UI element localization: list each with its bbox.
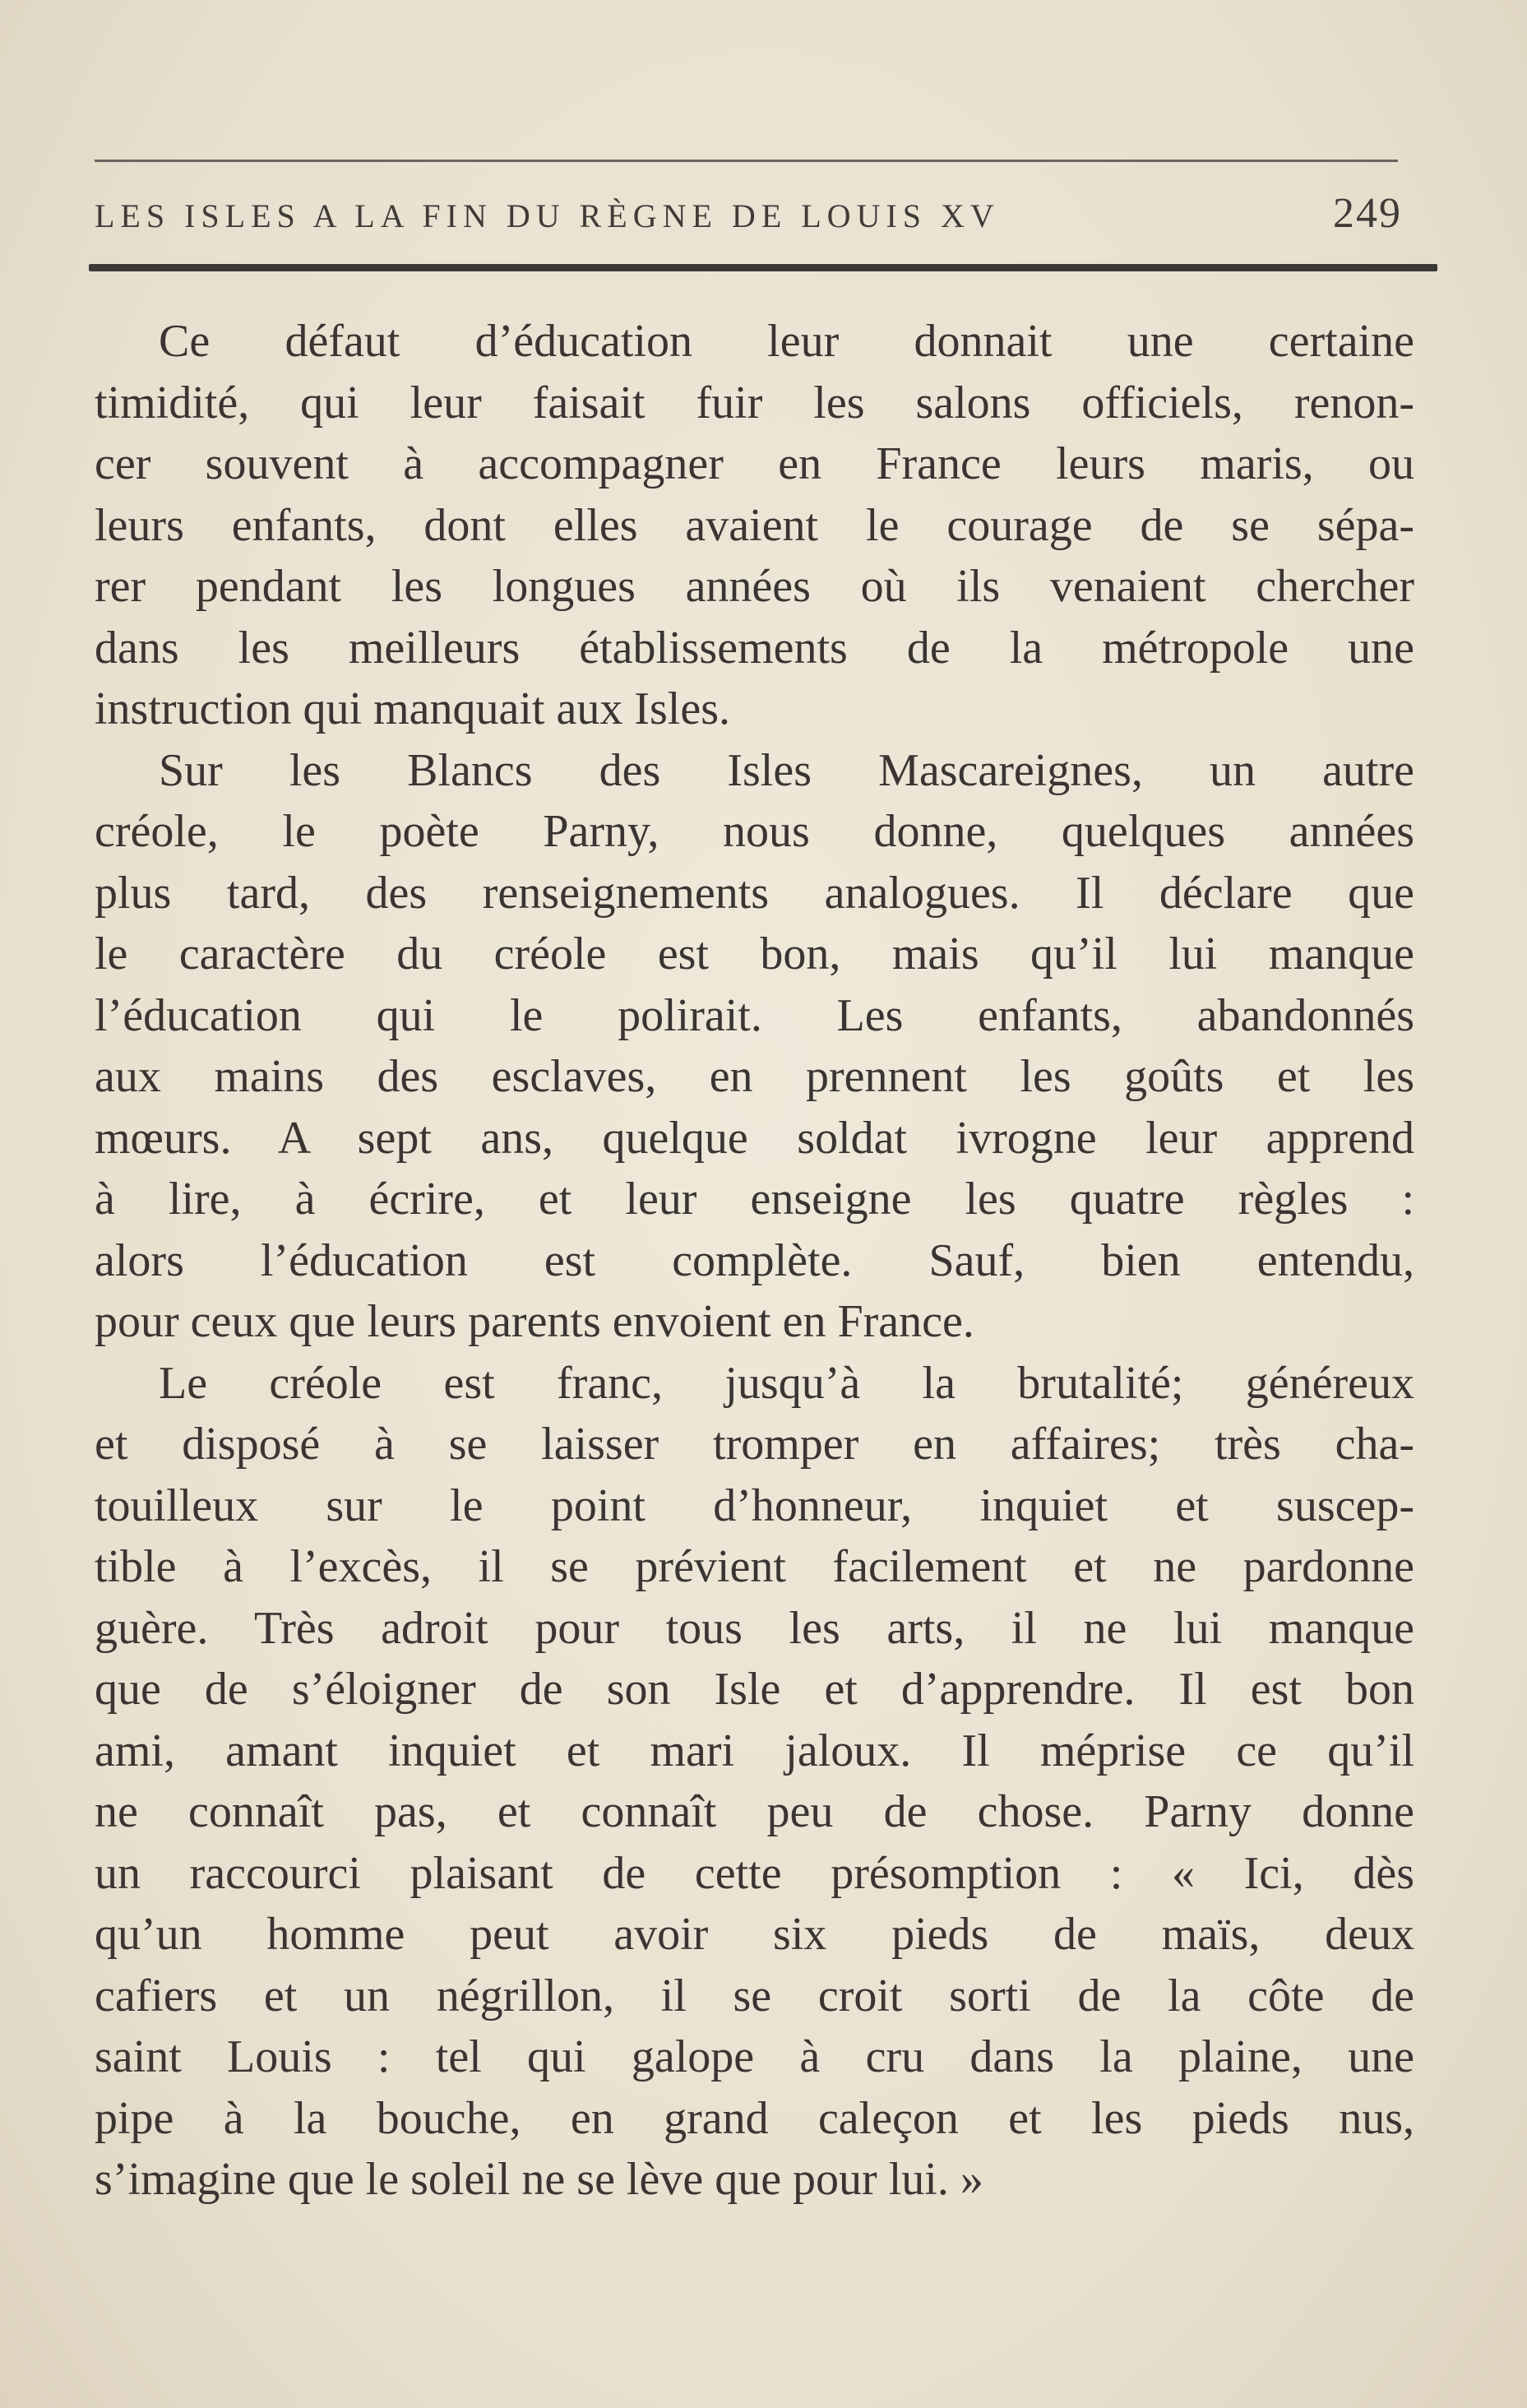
paragraph-1-line-2: timidité, qui leur faisait fuir les salons officiels, renon- <box>95 377 1414 428</box>
paragraph-3-line-13: pipe à la bouche, en grand caleçon et les pieds nus, <box>95 2092 1414 2144</box>
paragraph-3-line-2: et disposé à se laisser tromper en affaires; très cha- <box>95 1419 1414 1470</box>
paragraph-2-line-7: mœurs. A sept ans, quelque soldat ivrogne leur apprend <box>95 1112 1414 1164</box>
paragraph-2-line-6: aux mains des esclaves, en prennent les goûts et les <box>95 1051 1414 1102</box>
paragraph-3-line-7: ami, amant inquiet et mari jaloux. Il méprise ce qu’il <box>95 1725 1414 1776</box>
paragraph-3-line-9: un raccourci plaisant de cette présomption : « Ici, dès <box>95 1847 1414 1899</box>
paragraph-3-line-1: Le créole est franc, jusqu’à la brutalité; généreux <box>159 1357 1414 1409</box>
paragraph-3-line-12: saint Louis : tel qui galope à cru dans la plaine, une <box>95 2031 1414 2082</box>
paragraph-1-line-3: cer souvent à accompagner en France leurs maris, ou <box>95 438 1414 489</box>
header-thin-rule <box>95 160 1398 162</box>
paragraph-2-line-2: créole, le poète Parny, nous donne, quelques années <box>95 806 1414 857</box>
paragraph-2-line-4: le caractère du créole est bon, mais qu’il lui manque <box>95 928 1414 979</box>
paragraph-2-line-1: Sur les Blancs des Isles Mascareignes, un autre <box>159 744 1414 796</box>
paragraph-3-line-3: touilleux sur le point d’honneur, inquiet et suscep- <box>95 1480 1414 1531</box>
page-number: 249 <box>1333 190 1402 237</box>
running-head <box>95 189 1402 247</box>
paragraph-2-line-5: l’éducation qui le polirait. Les enfants, abandonnés <box>95 989 1414 1041</box>
running-title: LES ISLES A LA FIN DU RÈGNE DE LOUIS XV <box>95 197 1000 234</box>
paragraph-1-line-7: instruction qui manquait aux Isles. <box>95 683 730 734</box>
body-text <box>95 311 1414 2211</box>
paragraph-1-line-1: Ce défaut d’éducation leur donnait une certaine <box>159 316 1414 367</box>
paragraph-3-line-8: ne connaît pas, et connaît peu de chose. Parny donne <box>95 1786 1414 1837</box>
paragraph-1-line-4: leurs enfants, dont elles avaient le courage de se sépa- <box>95 499 1414 551</box>
paragraph-3-line-5: guère. Très adroit pour tous les arts, il ne lui manque <box>95 1602 1414 1654</box>
paragraph-3-line-11: cafiers et un négrillon, il se croit sorti de la côte de <box>95 1970 1414 2021</box>
paragraph-2-line-9: alors l’éducation est complète. Sauf, bien entendu, <box>95 1234 1414 1286</box>
paragraph-2-line-3: plus tard, des renseignements analogues. Il déclare que <box>95 867 1414 919</box>
paragraph-3-line-4: tible à l’excès, il se prévient facilement et ne pardonne <box>95 1541 1414 1592</box>
header-thick-rule <box>89 264 1437 271</box>
paragraph-3-line-10: qu’un homme peut avoir six pieds de maïs, deux <box>95 1909 1414 1960</box>
paragraph-1-line-5: rer pendant les longues années où ils venaient chercher <box>95 561 1414 612</box>
paragraph-1-line-6: dans les meilleurs établissements de la métropole une <box>95 622 1414 674</box>
paragraph-3-line-14: s’imagine que le soleil ne se lève que pour lui. » <box>95 2154 983 2205</box>
paragraph-2-line-10: pour ceux que leurs parents envoient en France. <box>95 1296 974 1347</box>
paragraph-2-line-8: à lire, à écrire, et leur enseigne les quatre règles : <box>95 1174 1414 1225</box>
paragraph-3-line-6: que de s’éloigner de son Isle et d’apprendre. Il est bon <box>95 1664 1414 1715</box>
